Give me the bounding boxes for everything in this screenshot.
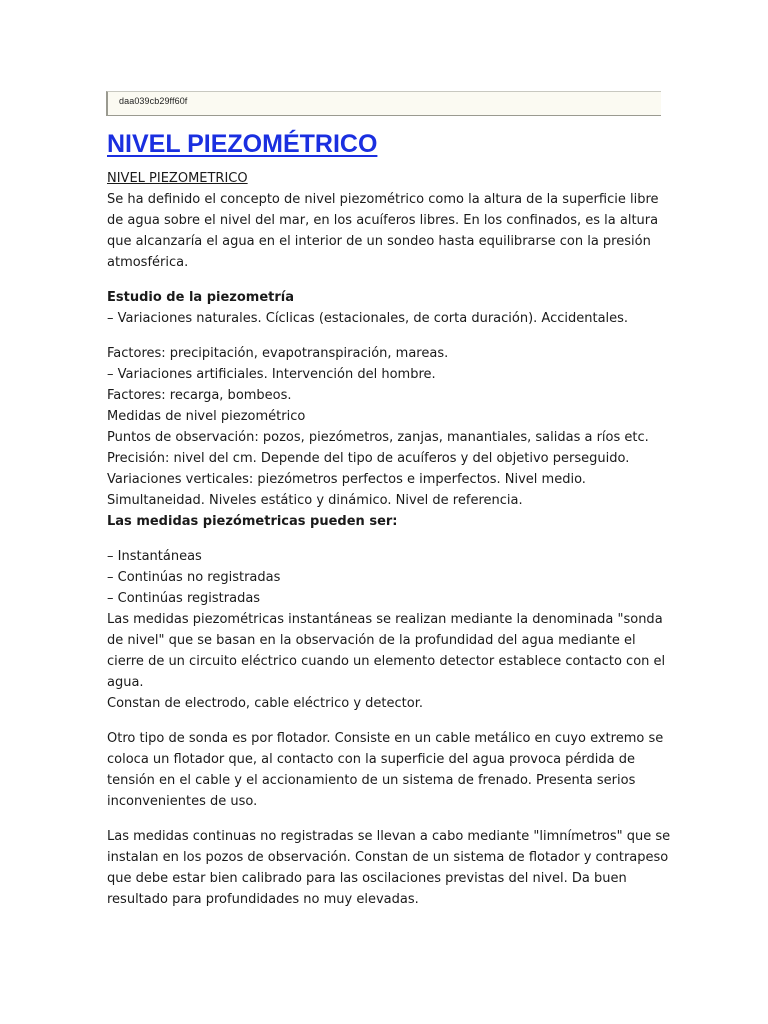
section-heading-piezometria: Estudio de la piezometría — [107, 290, 295, 305]
subheading: NIVEL PIEZOMETRICO — [107, 171, 248, 186]
factors-line: Factores: precipitación, evapotranspiración, mareas. — [107, 346, 449, 361]
intro-line: de agua sobre el nivel del mar, en los acuíferos libres. En los confinados, es la altura — [107, 213, 659, 228]
paragraph-line: cierre de un circuito eléctrico cuando un elemento detector establece contacto con el — [107, 654, 666, 669]
flotador-paragraph — [107, 728, 667, 812]
document-id-bar — [106, 91, 661, 116]
document-id: daa039cb29ff60f — [119, 96, 188, 106]
intro-line: atmosférica. — [107, 255, 189, 270]
paragraph-line: instalan en los pozos de observación. Constan de un sistema de flotador y contrapeso — [107, 850, 669, 865]
section-heading-medidas: Las medidas piezómetricas pueden ser: — [107, 514, 398, 529]
paragraph-line: tensión en el cable y el accionamiento de un sistema de frenado. Presenta serios — [107, 773, 636, 788]
intro-paragraph — [107, 189, 667, 273]
paragraph-line: Constan de electrodo, cable eléctrico y detector. — [107, 696, 423, 711]
factors-line: Variaciones verticales: piezómetros perfectos e imperfectos. Nivel medio. — [107, 472, 586, 487]
factors-line: Simultaneidad. Niveles estático y dinámico. Nivel de referencia. — [107, 493, 523, 508]
paragraph-line: Las medidas piezométricas instantáneas se realizan mediante la denominada "sonda — [107, 612, 663, 627]
paragraph-line: que debe estar bien calibrado para las oscilaciones previstas del nivel. Da buen — [107, 871, 627, 886]
article-body — [107, 168, 671, 910]
paragraph-line: Las medidas continuas no registradas se llevan a cabo mediante "limnímetros" que se — [107, 829, 671, 844]
factors-block — [107, 343, 667, 511]
factors-line: Puntos de observación: pozos, piezómetros, zanjas, manantiales, salidas a ríos etc. — [107, 430, 649, 445]
intro-line: Se ha definido el concepto de nivel piezométrico como la altura de la superficie libre — [107, 192, 659, 207]
paragraph-line: resultado para profundidades no muy elevadas. — [107, 892, 419, 907]
list-item: – Continúas no registradas — [107, 570, 281, 585]
sonda-paragraph — [107, 609, 667, 714]
paragraph-line: inconvenientes de uso. — [107, 794, 258, 809]
factors-line: Medidas de nivel piezométrico — [107, 409, 306, 424]
measure-types-list — [107, 546, 667, 609]
page-title[interactable]: NIVEL PIEZOMÉTRICO — [107, 130, 378, 158]
factors-line: Precisión: nivel del cm. Depende del tipo de acuíferos y del objetivo perseguido. — [107, 451, 630, 466]
section-line: – Variaciones naturales. Cíclicas (estacionales, de corta duración). Accidentales. — [107, 311, 629, 326]
paragraph-line: de nivel" que se basan en la observación de la profundidad del agua mediante el — [107, 633, 636, 648]
list-item: – Continúas registradas — [107, 591, 261, 606]
paragraph-line: coloca un flotador que, al contacto con la superficie del agua provoca pérdida de — [107, 752, 636, 767]
intro-line: que alcanzaría el agua en el interior de un sondeo hasta equilibrarse con la presión — [107, 234, 651, 249]
limnimetros-paragraph — [107, 826, 671, 910]
paragraph-line: Otro tipo de sonda es por flotador. Consiste en un cable metálico en cuyo extremo se — [107, 731, 664, 746]
list-item: – Instantáneas — [107, 549, 202, 564]
paragraph-line: agua. — [107, 675, 144, 690]
factors-line: – Variaciones artificiales. Intervención del hombre. — [107, 367, 436, 382]
factors-line: Factores: recarga, bombeos. — [107, 388, 292, 403]
